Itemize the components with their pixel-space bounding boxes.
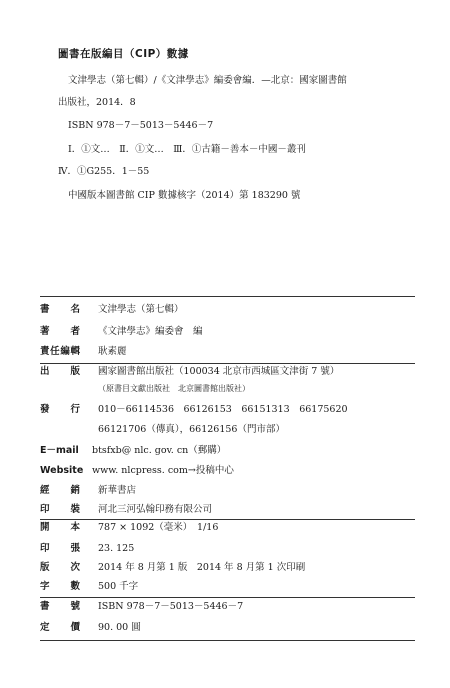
- distribution-fax: 66121706（傳真），66126156（門市部）: [98, 424, 285, 435]
- price-value: 90. 00 圓: [98, 622, 141, 633]
- rule-after-editor: [40, 363, 415, 364]
- title-value: 文津學志（第七輯）: [98, 304, 184, 315]
- printer-value: 河北三河弘翰印務有限公司: [98, 504, 213, 515]
- distribution-label: 發 行: [40, 404, 80, 415]
- bottom-rule: [40, 640, 415, 641]
- title-label: 書 名: [40, 304, 80, 315]
- format-value: 787 × 1092（毫米） 1/16: [98, 522, 219, 533]
- isbn-value: ISBN 978－7－5013－5446－7: [98, 601, 244, 612]
- cip-classification-1: Ⅰ．①文… Ⅱ．①文… Ⅲ．①古籍－善本－中國－叢刊: [68, 144, 306, 155]
- printer-label: 印 裝: [40, 504, 80, 515]
- sheets-value: 23. 125: [98, 543, 135, 554]
- editor-value: 耿素麗: [98, 346, 127, 357]
- words-label: 字 數: [40, 581, 80, 592]
- cip-title-line: 文津學志（第七輯）/《文津學志》編委會編．—北京：國家圖書館: [68, 75, 347, 86]
- author-label: 著 者: [40, 326, 80, 337]
- cip-heading: 圖書在版編目（CIP）數據: [58, 48, 189, 60]
- publisher-note: （原書目文獻出版社 北京圖書館出版社）: [98, 384, 250, 393]
- rule-after-printer: [40, 519, 415, 520]
- price-label: 定 價: [40, 622, 80, 633]
- publisher-value: 國家圖書館出版社（100034 北京市西城區文津街 7 號）: [98, 366, 340, 377]
- edition-value: 2014 年 8 月第 1 版 2014 年 8 月第 1 次印刷: [98, 562, 306, 573]
- cip-publisher-line: 出版社，2014．8: [58, 97, 136, 108]
- publisher-label: 出 版: [40, 366, 80, 377]
- email-value: btsfxb@ nlc. gov. cn（郵購）: [92, 445, 227, 456]
- format-label: 開 本: [40, 522, 80, 533]
- website-label: Website: [40, 465, 84, 476]
- author-value: 《文津學志》編委會 編: [98, 326, 203, 337]
- editor-label: 責任編輯: [40, 346, 80, 357]
- website-value: www. nlcpress. com→投稿中心: [92, 465, 234, 476]
- email-label: E－mail: [40, 445, 79, 456]
- seller-value: 新華書店: [98, 485, 137, 496]
- edition-label: 版 次: [40, 562, 80, 573]
- cip-verification: 中國版本圖書館 CIP 數據核字（2014）第 183290 號: [68, 190, 301, 201]
- isbn-label: 書 號: [40, 601, 80, 612]
- words-value: 500 千字: [98, 581, 139, 592]
- rule-after-words: [40, 597, 415, 598]
- cip-classification-2: Ⅳ．①G255．1－55: [58, 166, 150, 177]
- distribution-phones: 010－66114536 66126153 66151313 66175620: [98, 404, 348, 415]
- cip-isbn: ISBN 978－7－5013－5446－7: [68, 120, 214, 131]
- seller-label: 經 銷: [40, 485, 80, 496]
- sheets-label: 印 張: [40, 543, 80, 554]
- top-rule: [40, 296, 415, 297]
